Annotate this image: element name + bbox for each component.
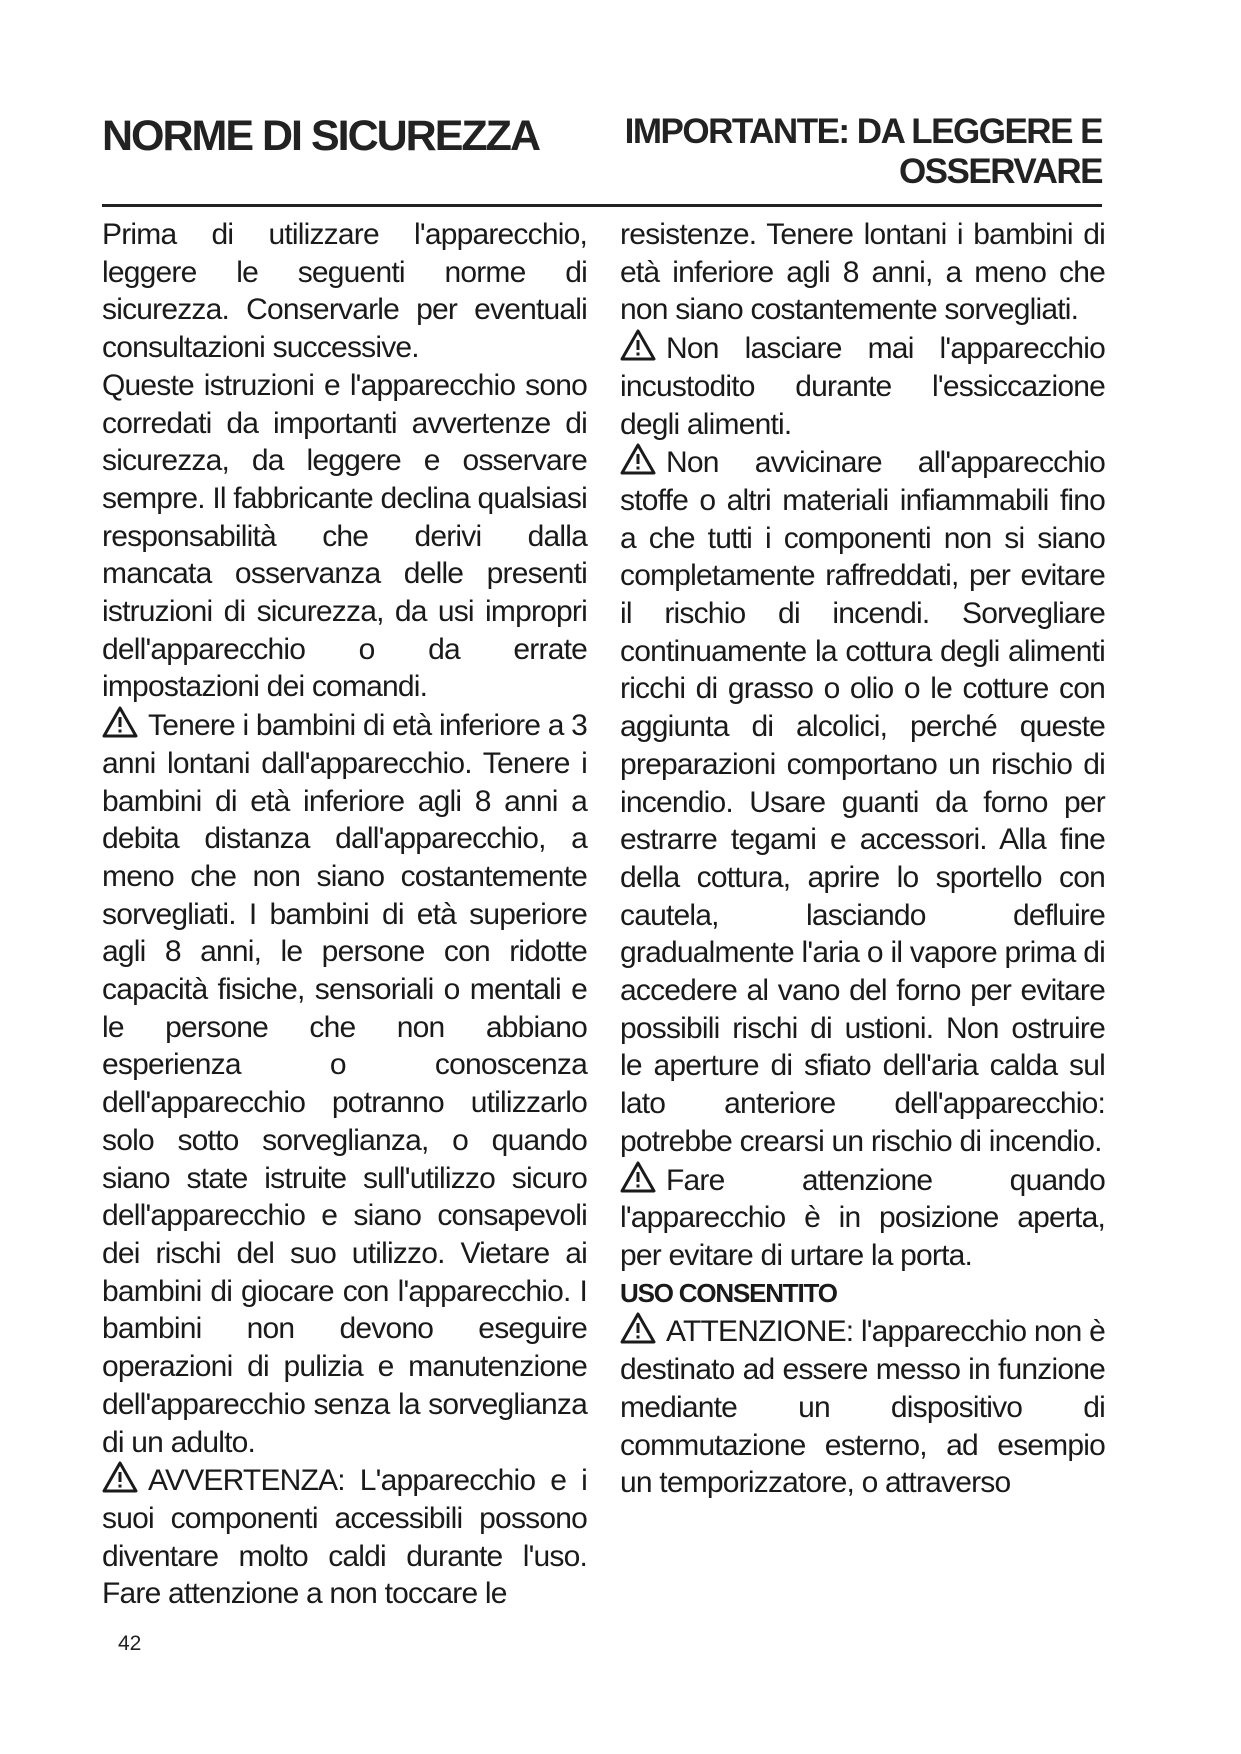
fire-risk-warning-paragraph xyxy=(620,443,1105,1160)
section-subtitle xyxy=(582,112,1102,192)
unattended-warning-text: Non lasciare mai l'apparecchio incustodito durante l'essiccazione degli alimenti. xyxy=(620,332,1105,441)
children-warning-text: Tenere i bambini di età inferiore a 3 anni lontani dall'apparecchio. Tenere i bambini di età inferiore agli 8 anni a debita distanza dall'apparecchio, a meno che non siano costantemente sorvegliati. I bambini di età superiore agli 8 anni, le persone con ridotte capacità fisiche, sensoriali o mentali e le persone che non abbiano esperienza o conoscenza dell'apparecchio potranno utilizzarlo solo sotto sorveglianza, o quando siano state istruite sull'utilizzo sicuro dell'apparecchio e siano consapevoli dei rischi del suo utilizzo. Vietare ai bambini di giocare con l'apparecchio. I bambini non devono eseguire operazioni di pulizia e manutenzione dell'apparecchio senza la sorveglianza di un adulto. xyxy=(102,709,588,1459)
warning-triangle-icon xyxy=(620,1161,656,1193)
door-warning-text: Fare attenzione quando l'apparecchio è in posizione aperta, per evitare di urtare la porta. xyxy=(620,1163,1105,1272)
hot-parts-warning-paragraph xyxy=(102,1461,587,1613)
warning-triangle-icon xyxy=(102,706,138,738)
right-column xyxy=(620,216,1105,1502)
intro-paragraph: Prima di utilizzare l'apparecchio, leggere le seguenti norme di sicurezza. Conservarle per eventuali consultazioni successive. xyxy=(102,218,587,365)
header-divider xyxy=(102,204,1102,207)
continued-paragraph: resistenze. Tenere lontani i bambini di età inferiore agli 8 anni, a meno che non siano costantemente sorvegliati. xyxy=(620,218,1105,327)
hot-parts-warning-text: AVVERTENZA: L'apparecchio e i suoi componenti accessibili possono diventare molto caldi durante l'uso. Fare attenzione a non toccare le xyxy=(102,1464,587,1611)
subtitle-line-2: OSSERVARE xyxy=(898,152,1102,191)
unattended-warning-paragraph xyxy=(620,329,1105,443)
page-number: 42 xyxy=(118,1632,142,1655)
permitted-use-heading: USO CONSENTITO xyxy=(620,1277,837,1308)
warning-triangle-icon xyxy=(102,1461,138,1493)
subtitle-line-1: IMPORTANTE: DA LEGGERE E xyxy=(624,112,1102,151)
warning-triangle-icon xyxy=(620,443,656,475)
left-column xyxy=(102,216,587,1613)
permitted-use-warning-paragraph xyxy=(620,1312,1105,1502)
section-title: NORME DI SICUREZZA xyxy=(102,112,539,160)
fire-risk-warning-text: Non avvicinare all'apparecchio stoffe o altri materiali infiammabili fino a che tutti i componenti non si siano completamente raffreddati, per evitare il rischio di incendi. Sorvegliare continuamente la cottura degli alimenti ricchi di grasso o olio o le cotture con aggiunta di alcolici, perché queste preparazioni comportano un rischio di incendio. Usare guanti da forno per estrarre tegami e accessori. Alla fine della cottura, aprire lo sportello con cautela, lasciando defluire gradualmente l'aria o il vapore prima di accedere al vano del forno per evitare possibili rischi di ustioni. Non ostruire le aperture di sfiato dell'aria calda sul lato anteriore dell'apparecchio: potrebbe crearsi un rischio di incendio. xyxy=(620,446,1105,1158)
instructions-paragraph: Queste istruzioni e l'apparecchio sono corredati da importanti avvertenze di sicurezza, da leggere e osservare sempre. Il fabbricante declina qualsiasi responsabilità che derivi dalla mancata osservanza delle presenti istruzioni di sicurezza, da usi impropri dell'apparecchio o da errate impostazioni dei comandi. xyxy=(102,368,587,704)
warning-triangle-icon xyxy=(620,1312,656,1344)
children-warning-paragraph xyxy=(102,706,587,1461)
page-header xyxy=(102,110,1102,202)
warning-triangle-icon xyxy=(620,329,656,361)
permitted-use-warning-text: ATTENZIONE: l'apparecchio non è destinato ad essere messo in funzione mediante un dispositivo di commutazione esterno, ad esempio un temporizzatore, o attraverso xyxy=(620,1315,1105,1500)
door-warning-paragraph xyxy=(620,1161,1105,1275)
